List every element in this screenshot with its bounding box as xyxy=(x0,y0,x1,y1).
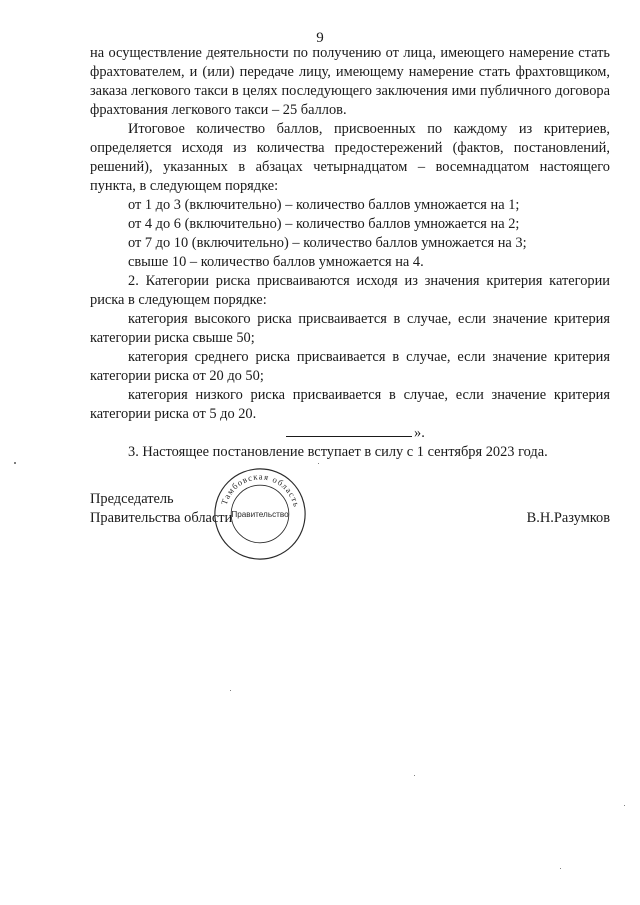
signer-title-line2: Правительства области xyxy=(90,510,233,526)
scan-speck xyxy=(624,805,625,806)
paragraph-low-risk: категория низкого риска присваивается в случае, если значение критерия категории риска от 5 до 20. xyxy=(90,387,610,422)
scan-speck xyxy=(318,463,319,464)
scan-speck xyxy=(14,462,16,464)
svg-text:Тамбовская область xyxy=(219,471,302,508)
paragraph-3: 2. Категории риска присваиваются исходя из значения критерия категории риска в следующем порядке: xyxy=(90,273,610,308)
signer-title-line1: Председатель xyxy=(90,491,174,507)
signature-block xyxy=(90,490,610,528)
page-number: 9 xyxy=(316,30,324,46)
list-item: свыше 10 – количество баллов умножается на 4. xyxy=(128,254,424,270)
signer-name: В.Н.Разумков xyxy=(526,510,610,526)
list-item: от 7 до 10 (включительно) – количество баллов умножается на 3; xyxy=(128,235,527,251)
scan-speck xyxy=(560,868,561,869)
official-stamp xyxy=(212,466,308,562)
list-item: от 1 до 3 (включительно) – количество баллов умножается на 1; xyxy=(128,197,520,213)
document-body xyxy=(90,44,610,462)
stamp-ring-text: Тамбовская область xyxy=(218,471,302,509)
paragraph-1: на осуществление деятельности по получению от лица, имеющего намерение стать фрахтователем, и (или) передаче лицу, имеющему намерение стать фрахтовщиком, заказа легкового такси в целях последующего заключения ими публичного договора фрахтования легкового такси – 25 баллов. xyxy=(90,45,610,118)
paragraph-medium-risk: категория среднего риска присваивается в случае, если значение критерия категории риска от 20 до 50; xyxy=(90,349,610,384)
list-item: от 4 до 6 (включительно) – количество баллов умножается на 2; xyxy=(128,216,520,232)
blank-underline xyxy=(286,424,412,437)
paragraph-2: Итоговое количество баллов, присвоенных по каждому из критериев, определяется исходя из количества предостережений (фактов, постановлений, решений), указанных в абзацах четырнадцатом – восемнадцатом настоящего пункта, в следующем порядке: xyxy=(90,121,610,194)
stamp-icon xyxy=(212,466,308,562)
paragraph-high-risk: категория высокого риска присваивается в случае, если значение критерия категории риска свыше 50; xyxy=(90,311,610,346)
scan-speck xyxy=(414,775,415,776)
stamp-center-text: Правительство xyxy=(231,509,289,519)
paragraph-effective-date: 3. Настоящее постановление вступает в силу с 1 сентября 2023 года. xyxy=(128,444,548,460)
closing-line xyxy=(90,424,610,443)
closing-quote: ». xyxy=(414,425,425,441)
scan-speck xyxy=(230,690,231,691)
